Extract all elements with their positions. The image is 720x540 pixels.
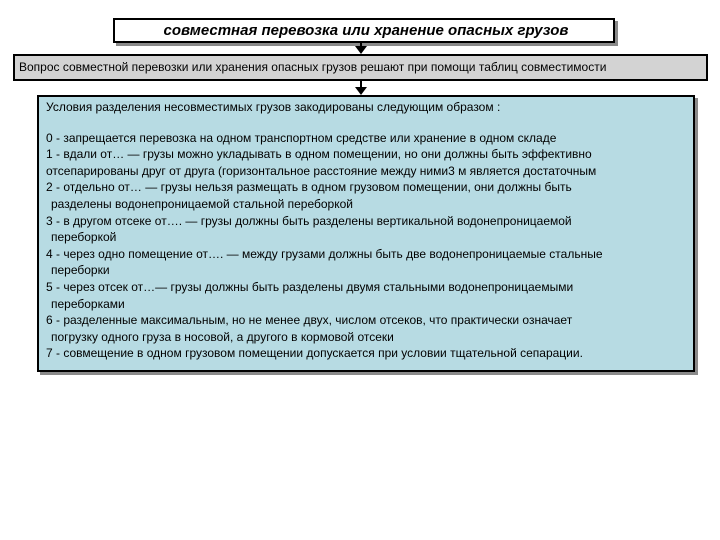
condition-line: погрузку одного груза в носовой, а другого в кормовой отсеки bbox=[51, 329, 394, 344]
question-box bbox=[13, 54, 708, 81]
title-text: совместная перевозка или хранение опасных грузов bbox=[163, 22, 569, 39]
condition-line: 1 - вдали от… — грузы можно укладывать в одном помещении, но они должны быть эффективно bbox=[46, 147, 592, 162]
condition-line: 2 - отдельно от… — грузы нельзя размещать в одном грузовом помещении, они должны быть bbox=[46, 180, 572, 195]
condition-line: 6 - разделенные максимальным, но не менее двух, числом отсеков, что практически означает bbox=[46, 313, 573, 328]
condition-line: 7 - совмещение в одном грузовом помещении допускается при условии тщательной сепарации. bbox=[46, 346, 583, 361]
condition-line: отсепарированы друг от друга (горизонтальное расстояние между ними3 м является достаточным bbox=[46, 163, 597, 178]
condition-line: 4 - через одно помещение от…. — между грузами должны быть две водонепроницаемые стальные bbox=[46, 246, 603, 261]
condition-line: переборкой bbox=[51, 230, 117, 245]
condition-line: разделены водонепроницаемой стальной переборкой bbox=[51, 196, 353, 211]
condition-line: 3 - в другом отсеке от…. — грузы должны быть разделены вертикальной водонепроницаемой bbox=[46, 213, 572, 228]
question-text: Вопрос совместной перевозки или хранения опасных грузов решают при помощи таблиц совместимости bbox=[19, 60, 607, 74]
condition-line: 0 - запрещается перевозка на одном транспортном средстве или хранение в одном складе bbox=[46, 130, 557, 145]
arrow-question-to-conditions bbox=[354, 80, 368, 96]
conditions-box bbox=[37, 95, 695, 372]
condition-line: переборками bbox=[51, 296, 125, 311]
condition-line: 5 - через отсек от…— грузы должны быть разделены двумя стальными водонепроницаемыми bbox=[46, 279, 574, 294]
title-box bbox=[113, 18, 615, 43]
condition-line: переборки bbox=[51, 263, 110, 278]
conditions-intro: Условия разделения несовместимых грузов закодированы следующим образом : bbox=[46, 100, 501, 114]
